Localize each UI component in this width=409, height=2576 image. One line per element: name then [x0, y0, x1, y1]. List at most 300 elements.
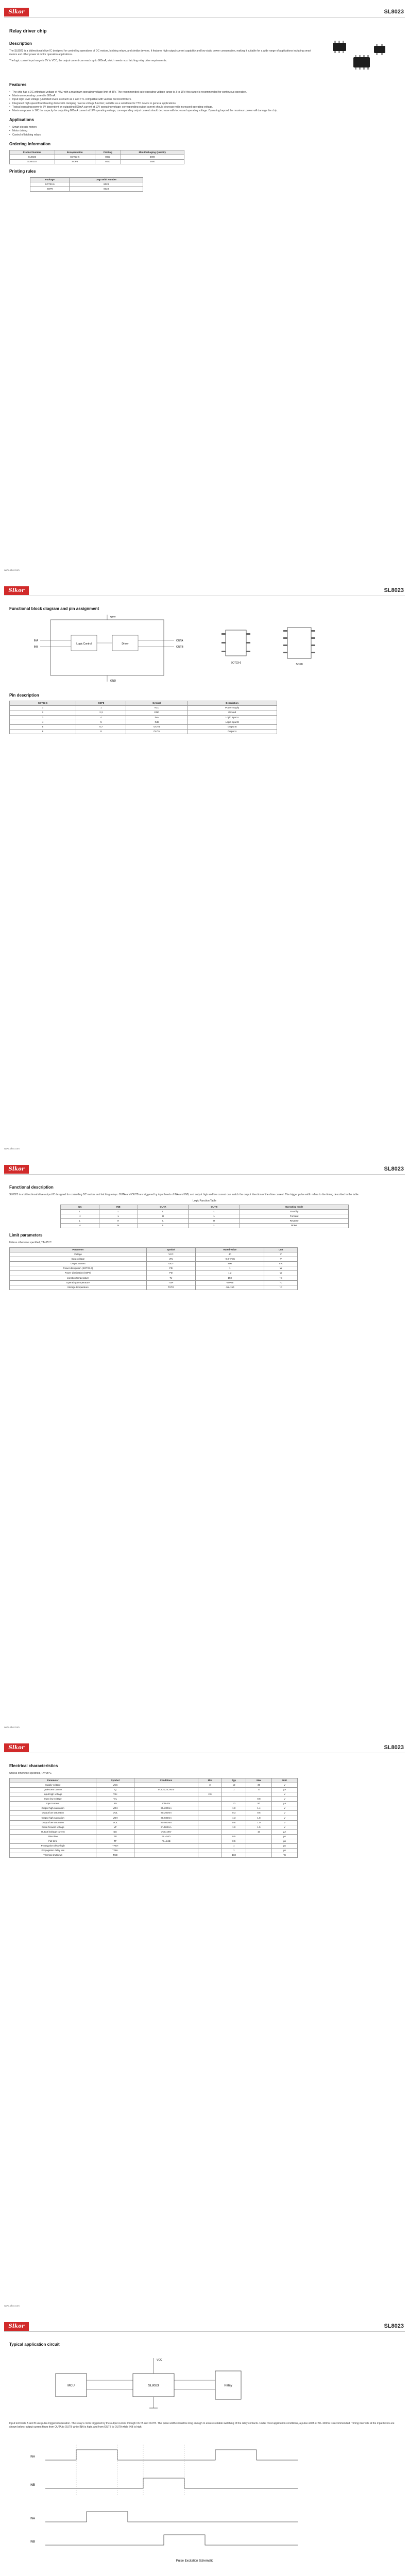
- table-cell: [246, 1834, 271, 1839]
- table-cell: VCC: [96, 1783, 134, 1788]
- table-cell: 0.6: [246, 1811, 271, 1816]
- table-row: [10, 720, 277, 724]
- table-cell: -40~85: [196, 1280, 264, 1285]
- footer-url: www.slkor.com: [4, 1726, 20, 1728]
- table-cell: 50: [246, 1802, 271, 1806]
- pin-label: OUTA: [176, 639, 183, 642]
- typical-circuit: [9, 2350, 380, 2417]
- table-cell: [198, 1802, 222, 1806]
- table-cell: Output A: [188, 729, 277, 734]
- table-row: [10, 1266, 298, 1271]
- table-row: [61, 1218, 349, 1223]
- table-cell: 3000: [121, 155, 184, 159]
- table-row: [61, 1224, 349, 1228]
- table-cell: μs: [271, 1834, 297, 1839]
- table-cell: 0.3: [222, 1811, 246, 1816]
- table-row: [10, 1783, 298, 1788]
- table-cell: 2,3: [76, 710, 126, 715]
- table-cell: V: [271, 1792, 297, 1797]
- part-number: SL8023: [384, 587, 404, 594]
- table-cell: Standby: [240, 1209, 349, 1214]
- table-cell: 5: [246, 1788, 271, 1792]
- section-heading: Printing rules: [9, 168, 36, 174]
- pin-table: [9, 701, 277, 734]
- table-row: [10, 1811, 298, 1816]
- table-cell: [134, 1783, 198, 1788]
- table-cell: RL=24Ω: [134, 1839, 198, 1843]
- paragraph: Unless otherwise specified, TA=25°C: [9, 1771, 52, 1775]
- table-row: [10, 1802, 298, 1806]
- table-row: [10, 1271, 298, 1276]
- table-row: [10, 715, 277, 720]
- table-cell: IIN: [96, 1802, 134, 1806]
- footer-url: www.slkor.com: [4, 2304, 20, 2307]
- table-cell: 1.3: [222, 1816, 246, 1820]
- table-header: INB: [99, 1205, 138, 1209]
- page-1: [0, 0, 409, 579]
- pin-label: VCC: [110, 616, 116, 619]
- table-cell: Output low saturation: [10, 1820, 96, 1825]
- section-heading: Typical application circuit: [9, 2342, 60, 2347]
- section-heading: Applications: [9, 117, 35, 123]
- printing-table: [30, 177, 143, 192]
- driver-block-label: Driver: [122, 642, 129, 646]
- table-row: [30, 182, 143, 187]
- table-cell: VOH: [96, 1806, 134, 1811]
- table-row: [10, 1843, 298, 1848]
- section-heading: Limit parameters: [9, 1233, 43, 1238]
- table-header: INA: [61, 1205, 99, 1209]
- part-number: SL8023: [384, 9, 404, 15]
- table-cell: L: [189, 1214, 240, 1218]
- table-cell: 5: [76, 720, 126, 724]
- table-cell: [198, 1848, 222, 1853]
- table-cell: °C: [271, 1853, 297, 1858]
- relay-label: Relay: [224, 2384, 232, 2387]
- list-item: • Smart electric meters: [9, 126, 400, 129]
- paragraph: Unless otherwise specified, TA=25°C: [9, 1241, 52, 1244]
- table-cell: IO=200mA: [134, 1811, 198, 1816]
- paragraph: The logic control input range is 0V to VCC; the output current can reach up to 800mA, which meets most latching relay drive requirements.: [9, 59, 167, 63]
- table-cell: 1: [222, 1848, 246, 1853]
- table-header: Printing: [95, 150, 121, 155]
- table-cell: Thermal shutdown: [10, 1853, 96, 1858]
- table-row: [10, 1834, 298, 1839]
- mcu-label: MCU: [67, 2384, 75, 2387]
- table-cell: 36: [246, 1783, 271, 1788]
- list-item: • Input logic level voltage (unlimited levels as much as 3 and TTL compatible with various microcontrollers.: [9, 98, 400, 101]
- page-5: [0, 2314, 409, 2576]
- table-cell: μA: [271, 1802, 297, 1806]
- table-cell: 40: [196, 1252, 264, 1257]
- table-cell: VIL: [96, 1797, 134, 1802]
- table-cell: PD: [146, 1266, 195, 1271]
- table-cell: SOP8: [30, 187, 70, 191]
- table-cell: VCC: [146, 1252, 195, 1257]
- table-cell: INB: [126, 720, 188, 724]
- table-cell: H: [189, 1218, 240, 1223]
- table-cell: IQ: [96, 1788, 134, 1792]
- table-cell: Logic input A: [188, 715, 277, 720]
- table-cell: Power dissipation (SOT23-6): [10, 1266, 147, 1271]
- page-header: [4, 2321, 405, 2332]
- table-header: Symbol: [96, 1778, 134, 1783]
- table-cell: 12: [222, 1783, 246, 1788]
- table-cell: 5: [10, 724, 76, 729]
- table-cell: Brake: [240, 1224, 349, 1228]
- section-heading: Features: [9, 82, 27, 88]
- table-header: Min: [198, 1778, 222, 1783]
- page-2: [0, 579, 409, 1157]
- table-cell: 6,7: [76, 724, 126, 729]
- part-number: SL8023: [384, 1744, 404, 1751]
- table-cell: TPHL: [96, 1848, 134, 1853]
- table-row: [10, 159, 184, 164]
- table-header: Package: [30, 177, 70, 182]
- table-cell: IO=200mA: [134, 1806, 198, 1811]
- table-header: SOP8: [76, 701, 126, 706]
- logic-table: [60, 1205, 349, 1228]
- table-cell: VCC=12V, IN=0: [134, 1788, 198, 1792]
- table-cell: VOL: [96, 1820, 134, 1825]
- table-cell: L: [99, 1209, 138, 1214]
- table-cell: [134, 1853, 198, 1858]
- table-row: [10, 1797, 298, 1802]
- table-cell: μA: [271, 1788, 297, 1792]
- table-cell: Fall time: [10, 1839, 96, 1843]
- package-photo: [322, 37, 400, 78]
- table-cell: H: [99, 1218, 138, 1223]
- table-cell: 1.2: [196, 1271, 264, 1276]
- table-cell: 1.8: [246, 1816, 271, 1820]
- chip-label: SL8023: [148, 2384, 159, 2387]
- table-cell: [198, 1797, 222, 1802]
- table-cell: VOH: [96, 1816, 134, 1820]
- table-cell: [246, 1853, 271, 1858]
- package-label: SOT23-6: [230, 661, 242, 665]
- table-cell: Output B: [188, 724, 277, 729]
- table-cell: SOT23-6: [55, 155, 95, 159]
- table-cell: Input low voltage: [10, 1797, 96, 1802]
- table-cell: Output high saturation: [10, 1816, 96, 1820]
- brand-logo: Slkor: [4, 1165, 29, 1174]
- table-cell: 0.8: [246, 1797, 271, 1802]
- table-row: [10, 1252, 298, 1257]
- table-caption: Logic Function Table: [193, 1199, 216, 1203]
- table-cell: V: [271, 1783, 297, 1788]
- table-row: [10, 1829, 298, 1834]
- table-cell: L: [99, 1214, 138, 1218]
- section-heading: Functional description: [9, 1185, 54, 1190]
- table-header: Logo With Number: [70, 177, 143, 182]
- table-row: [10, 1853, 298, 1858]
- table-cell: L: [138, 1209, 189, 1214]
- table-cell: SOT23-6: [30, 182, 70, 187]
- table-cell: V: [271, 1811, 297, 1816]
- table-cell: SOP8: [55, 159, 95, 164]
- waveform-caption: Pulse Excitation Schematic: [176, 2560, 214, 2563]
- table-cell: [222, 1829, 246, 1834]
- table-cell: 4: [76, 715, 126, 720]
- table-header: Encapsulation: [55, 150, 95, 155]
- brand-logo: Slkor: [4, 1743, 29, 1752]
- table-cell: Input voltage: [10, 1257, 147, 1262]
- waveform-label: INA: [30, 2455, 36, 2459]
- page-header: [4, 1164, 405, 1175]
- table-cell: -0.3~VCC: [196, 1257, 264, 1262]
- table-cell: V: [271, 1825, 297, 1829]
- table-cell: V: [271, 1797, 297, 1802]
- table-cell: 3: [198, 1783, 222, 1788]
- table-cell: 800: [196, 1262, 264, 1266]
- logic-block-label: Logic Control: [76, 642, 92, 646]
- table-cell: μs: [271, 1848, 297, 1853]
- table-cell: °C: [264, 1276, 298, 1280]
- table-cell: Output current: [10, 1262, 147, 1266]
- table-cell: W: [264, 1266, 298, 1271]
- table-cell: VIH: [96, 1792, 134, 1797]
- table-cell: Quiescent current: [10, 1788, 96, 1792]
- table-header: Parameter: [10, 1248, 147, 1252]
- table-cell: 2500: [121, 159, 184, 164]
- table-cell: [198, 1829, 222, 1834]
- table-header: Conditions: [134, 1778, 198, 1783]
- table-cell: 8: [76, 729, 126, 734]
- table-cell: 8023: [95, 159, 121, 164]
- table-header: Description: [188, 701, 277, 706]
- table-cell: GND: [126, 710, 188, 715]
- table-cell: Operating temperature: [10, 1280, 147, 1285]
- table-cell: PD: [146, 1271, 195, 1276]
- table-cell: [198, 1834, 222, 1839]
- table-cell: TR: [96, 1834, 134, 1839]
- table-row: [10, 724, 277, 729]
- footer-url: www.slkor.com: [4, 569, 20, 571]
- table-header: Symbol: [146, 1248, 195, 1252]
- table-cell: H: [138, 1214, 189, 1218]
- table-row: [61, 1214, 349, 1218]
- section-heading: Description: [9, 41, 32, 46]
- table-row: [10, 1276, 298, 1280]
- table-cell: 1: [76, 706, 126, 710]
- table-cell: [222, 1792, 246, 1797]
- table-cell: Junction temperature: [10, 1276, 147, 1280]
- table-cell: Power dissipation (SOP8): [10, 1271, 147, 1276]
- table-cell: H: [61, 1214, 99, 1218]
- table-cell: 8023: [70, 187, 143, 191]
- paragraph: The SL8023 is a bidirectional drive IC designed for controlling operations of DC motors, latching relays, and similar devices. It features high output current capability and low static power consumption, making it suitable for a wide range of applications including smart meters and other power & motor operation applications.: [9, 49, 311, 57]
- table-cell: W: [264, 1271, 298, 1276]
- table-cell: OUTA: [126, 729, 188, 734]
- table-cell: 1.0: [222, 1825, 246, 1829]
- table-row: [10, 729, 277, 734]
- paragraph: SL8023 is a bidirectional drive output IC designed for controlling DC motors and latching relays. OUTA and OUTB are triggered by input levels of INA and INB, and output high and low current can switch the output direction of the drive current. The trigger pulse width refers to the timing described in the table.: [9, 1193, 360, 1196]
- table-cell: μs: [271, 1843, 297, 1848]
- table-cell: [198, 1811, 222, 1816]
- table-cell: Propagation delay low: [10, 1848, 96, 1853]
- table-header: SOT23-6: [10, 701, 76, 706]
- table-cell: SL8023: [10, 155, 55, 159]
- sop8-pinout: [283, 628, 315, 666]
- table-row: [10, 1792, 298, 1797]
- table-cell: [134, 1792, 198, 1797]
- table-cell: Forward: [240, 1214, 349, 1218]
- table-cell: Diode forward voltage: [10, 1825, 96, 1829]
- table-cell: IF=500mA: [134, 1825, 198, 1829]
- table-cell: Output low saturation: [10, 1811, 96, 1816]
- table-row: [61, 1209, 349, 1214]
- page-4: [0, 1736, 409, 2314]
- table-cell: [246, 1843, 271, 1848]
- table-cell: 2.0: [198, 1792, 222, 1797]
- table-cell: V: [271, 1816, 297, 1820]
- table-cell: [134, 1848, 198, 1853]
- table-cell: [198, 1820, 222, 1825]
- section-heading: Electrical characteristics: [9, 1764, 58, 1768]
- list-item: • Control of latching relays: [9, 133, 400, 137]
- page-header: [4, 586, 405, 596]
- table-cell: V: [264, 1252, 298, 1257]
- table-cell: [246, 1848, 271, 1853]
- list-item: • Motor driving: [9, 129, 400, 133]
- part-number: SL8023: [384, 2323, 404, 2329]
- pin-label: GND: [110, 679, 116, 683]
- waveform-label: INA: [30, 2517, 36, 2521]
- table-cell: 8023: [70, 182, 143, 187]
- pin-label: INA: [33, 639, 38, 642]
- table-cell: TOP: [146, 1280, 195, 1285]
- table-cell: 10: [246, 1829, 271, 1834]
- table-cell: L: [189, 1224, 240, 1228]
- table-cell: [246, 1839, 271, 1843]
- table-cell: TSD: [96, 1853, 134, 1858]
- table-cell: 3: [10, 715, 76, 720]
- table-cell: V: [264, 1257, 298, 1262]
- table-cell: [246, 1792, 271, 1797]
- footer-url: www.slkor.com: [4, 1147, 20, 1150]
- table-header: Product Number: [10, 150, 55, 155]
- table-cell: 0.6: [222, 1820, 246, 1825]
- table-row: [10, 1816, 298, 1820]
- table-cell: IOUT: [146, 1262, 195, 1266]
- paragraph: Input terminals A and B use pulse-triggered operation. The relay's coil is triggered by the output current through OUTA and OUTB. The pulse width should be long enough to ensure reliable switching of the relay contacts. Under most application conditions, a pulse width of 50–100ms is recommended. Timing intervals at the input levels are shown below: output current flows from OUTA to OUTB while INA is high, and from OUTB to OUTA while INB is high.: [9, 2421, 395, 2429]
- table-cell: [198, 1788, 222, 1792]
- table-cell: [198, 1839, 222, 1843]
- table-row: [10, 1262, 298, 1266]
- table-cell: H: [99, 1224, 138, 1228]
- table-row: [10, 1257, 298, 1262]
- list-item: • Maximum power is 1W; the capacity for outputting 800mA current at 12V operating voltage, corresponding output current should decrease with increased operating voltage. Operating beyond the maximum power will damage the chip.: [9, 109, 400, 113]
- table-cell: L: [138, 1218, 189, 1223]
- table-cell: Voltage: [10, 1252, 147, 1257]
- table-cell: 160: [222, 1853, 246, 1858]
- table-cell: μA: [271, 1829, 297, 1834]
- table-cell: SL8023S: [10, 159, 55, 164]
- table-cell: IO=500mA: [134, 1816, 198, 1820]
- table-cell: -55~150: [196, 1285, 264, 1290]
- table-cell: 2: [10, 710, 76, 715]
- table-cell: VCC: [126, 706, 188, 710]
- table-cell: V: [271, 1806, 297, 1811]
- table-row: [10, 1825, 298, 1829]
- table-cell: μs: [271, 1839, 297, 1843]
- table-cell: [222, 1797, 246, 1802]
- table-header: Parameter: [10, 1778, 96, 1783]
- section-heading: Ordering information: [9, 141, 50, 146]
- pin-label: OUTB: [176, 645, 183, 649]
- table-cell: L: [138, 1224, 189, 1228]
- brand-logo: Slkor: [4, 2322, 29, 2331]
- table-row: [10, 155, 184, 159]
- table-cell: 0.5: [222, 1839, 246, 1843]
- table-cell: 10: [222, 1802, 246, 1806]
- sot23-6-pinout: [221, 630, 250, 665]
- table-cell: Propagation delay high: [10, 1843, 96, 1848]
- table-cell: TF: [96, 1839, 134, 1843]
- table-row: [10, 1820, 298, 1825]
- table-cell: 4: [10, 720, 76, 724]
- table-cell: V: [271, 1820, 297, 1825]
- table-cell: 0.5: [222, 1834, 246, 1839]
- table-cell: IO=500mA: [134, 1820, 198, 1825]
- table-cell: [198, 1825, 222, 1829]
- table-cell: TPLH: [96, 1843, 134, 1848]
- table-header: Unit: [264, 1248, 298, 1252]
- limit-table: [9, 1247, 298, 1290]
- section-heading: Functional block diagram and pin assignment: [9, 606, 99, 611]
- table-row: [10, 1285, 298, 1290]
- table-cell: RL=24Ω: [134, 1834, 198, 1839]
- table-cell: 1: [222, 1788, 246, 1792]
- page-header: [4, 7, 405, 18]
- table-cell: [134, 1843, 198, 1848]
- table-header: OUTB: [189, 1205, 240, 1209]
- table-header: Mini-Packaging Quantity: [121, 150, 184, 155]
- table-cell: Supply voltage: [10, 1783, 96, 1788]
- table-header: Symbol: [126, 701, 188, 706]
- table-cell: 150: [196, 1276, 264, 1280]
- table-cell: OUTB: [126, 724, 188, 729]
- table-cell: Ground: [188, 710, 277, 715]
- table-cell: VIN=5V: [134, 1802, 198, 1806]
- table-cell: Input high voltage: [10, 1792, 96, 1797]
- table-row: [30, 187, 143, 191]
- block-diagram: [9, 615, 380, 687]
- page-header: [4, 1743, 405, 1753]
- table-cell: L: [61, 1218, 99, 1223]
- table-cell: TSTG: [146, 1285, 195, 1290]
- waveform-label: INB: [30, 2540, 36, 2544]
- table-header: Max: [246, 1778, 271, 1783]
- table-row: [10, 1806, 298, 1811]
- table-cell: °C: [264, 1285, 298, 1290]
- table-row: [10, 710, 277, 715]
- ordering-table: [9, 150, 184, 164]
- table-row: [10, 1839, 298, 1843]
- table-row: [10, 1280, 298, 1285]
- table-cell: L: [189, 1209, 240, 1214]
- table-cell: [198, 1806, 222, 1811]
- pulse-waveform: [9, 2432, 380, 2566]
- table-cell: VIN: [146, 1257, 195, 1262]
- table-cell: Output leakage current: [10, 1829, 96, 1834]
- table-cell: 1.0: [246, 1820, 271, 1825]
- waveform-label: INB: [30, 2484, 36, 2487]
- table-cell: 1: [10, 706, 76, 710]
- table-header: Typ: [222, 1778, 246, 1783]
- list-item: • Maximum operating current is 800mA.: [9, 94, 400, 98]
- table-cell: VCC=36V: [134, 1829, 198, 1834]
